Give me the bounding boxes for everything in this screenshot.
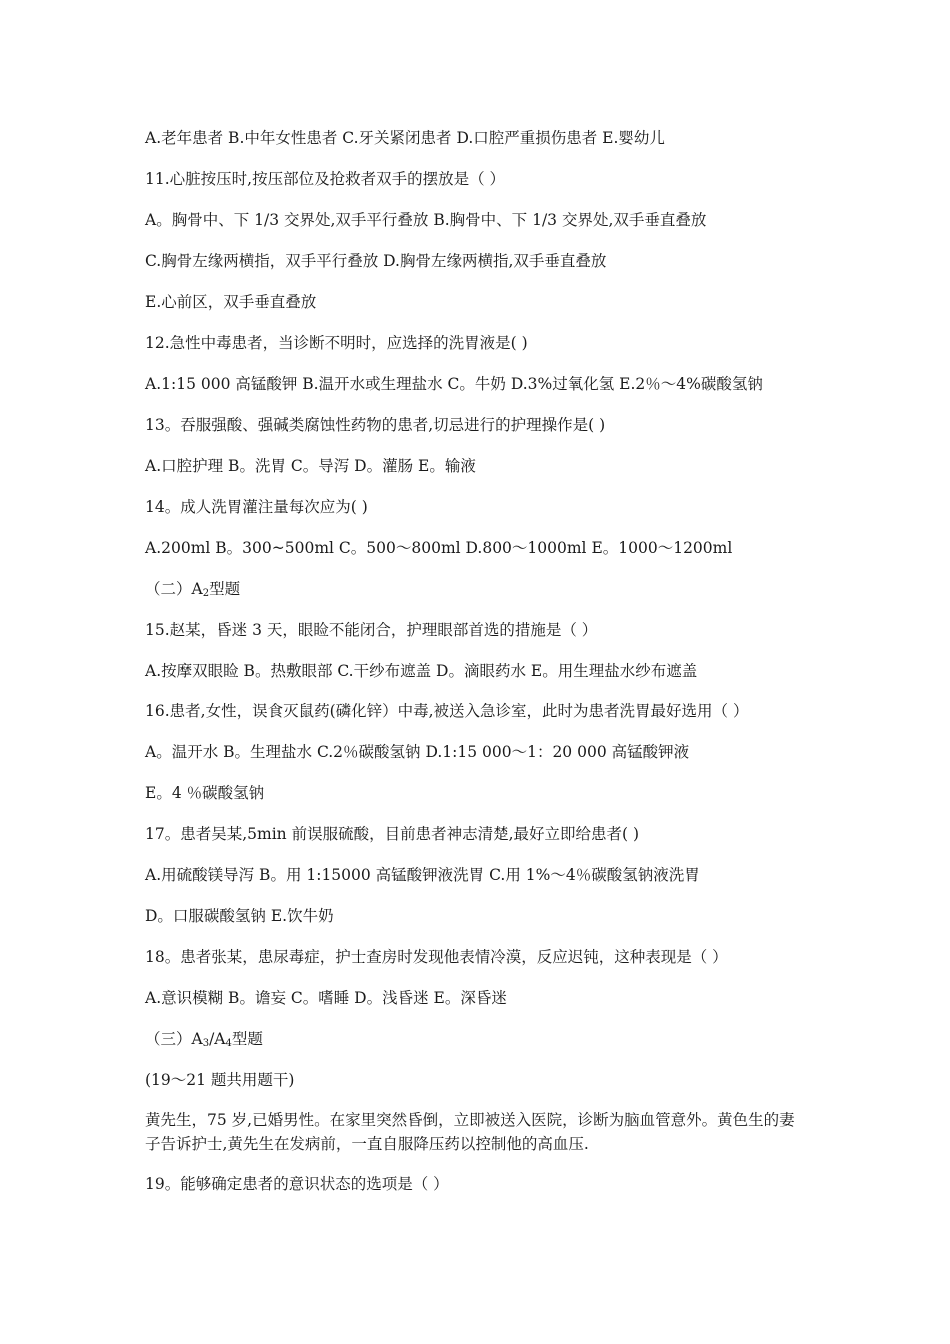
answer-options-q17-de: D。口服碳酸氢钠 E.饮牛奶 [145,907,334,925]
section-heading-a2 [145,577,810,606]
answer-options-q11-cd: C.胸骨左缘两横指，双手平行叠放 D.胸骨左缘两横指,双手垂直叠放 [145,252,607,270]
section-a3a4-subscript-2: 4 [225,1038,232,1049]
section-a3a4-mid: /A [209,1030,226,1048]
section-a2-suffix: 型题 [209,580,241,598]
answer-options-q16-abcd: A。温开水 B。生理盐水 C.2％碳酸氢钠 D.1:15 000～1：20 000 高锰酸钾液 [145,743,690,761]
answer-options-q11-ab: A。胸骨中、下 1/3 交界处,双手平行叠放 B.胸骨中、下 1/3 交界处,双手垂直叠放 [145,211,707,229]
section-a3a4-subscript-1: 3 [202,1038,210,1049]
case-description: 黄先生，75 岁,已婚男性。在家里突然昏倒，立即被送入医院，诊断为脑血管意外。黄色生的妻子告诉护士,黄先生在发病前，一直自服降压药以控制他的高血压. [145,1111,795,1153]
question-13: 13。吞服强酸、强碱类腐蚀性药物的患者,切忌进行的护理操作是( ) [145,416,606,434]
answer-options-q10: A.老年患者 B.中年女性患者 C.牙关紧闭患者 D.口腔严重损伤患者 E.婴幼儿 [145,129,665,147]
question-16: 16.患者,女性，误食灭鼠药(磷化锌）中毒,被送入急诊室，此时为患者洗胃最好选用（ ） [145,702,749,720]
section-a3a4-suffix: 型题 [231,1030,263,1048]
answer-options-q12: A.1:15 000 高锰酸钾 B.温开水或生理盐水 C。牛奶 D.3%过氧化氢 E.2％～4%碳酸氢钠 [145,375,763,393]
section-a2-prefix: （二）A [145,580,203,598]
question-14: 14。成人洗胃灌注量每次应为( ) [145,498,368,516]
question-19: 19。能够确定患者的意识状态的选项是（ ） [145,1175,449,1193]
answer-options-q16-e: E。4 ％碳酸氢钠 [145,784,265,802]
answer-options-q13: A.口腔护理 B。洗胃 C。导泻 D。灌肠 E。输液 [145,457,476,475]
answer-options-q11-e: E.心前区，双手垂直叠放 [145,293,317,311]
question-11: 11.心脏按压时,按压部位及抢救者双手的摆放是（ ） [145,170,506,188]
shared-stem-label: (19～21 题共用题干) [145,1071,295,1089]
answer-options-q14: A.200ml B。300~500ml C。500～800ml D.800～1000ml E。1000～1200ml [145,539,733,557]
answer-options-q15: A.按摩双眼睑 B。热敷眼部 C.干纱布遮盖 D。滴眼药水 E。用生理盐水纱布遮盖 [145,662,698,680]
section-heading-a3a4 [145,1027,810,1056]
question-18: 18。患者张某，患尿毒症，护士查房时发现他表情冷漠，反应迟钝，这种表现是（ ） [145,948,728,966]
section-a3a4-prefix: （三）A [145,1030,203,1048]
question-17: 17。患者吴某,5min 前误服硫酸，目前患者神志清楚,最好立即给患者( ) [145,825,640,843]
answer-options-q18: A.意识模糊 B。谵妄 C。嗜睡 D。浅昏迷 E。深昏迷 [145,989,507,1007]
question-15: 15.赵某，昏迷 3 天，眼睑不能闭合，护理眼部首选的措施是（ ） [145,621,598,639]
answer-options-q17-abc: A.用硫酸镁导泻 B。用 1:15000 高锰酸钾液洗胃 C.用 1%～4％碳酸氢钠液洗胃 [145,866,700,884]
question-12: 12.急性中毒患者，当诊断不明时，应选择的洗胃液是( ) [145,334,528,352]
section-a2-subscript: 2 [202,588,210,599]
